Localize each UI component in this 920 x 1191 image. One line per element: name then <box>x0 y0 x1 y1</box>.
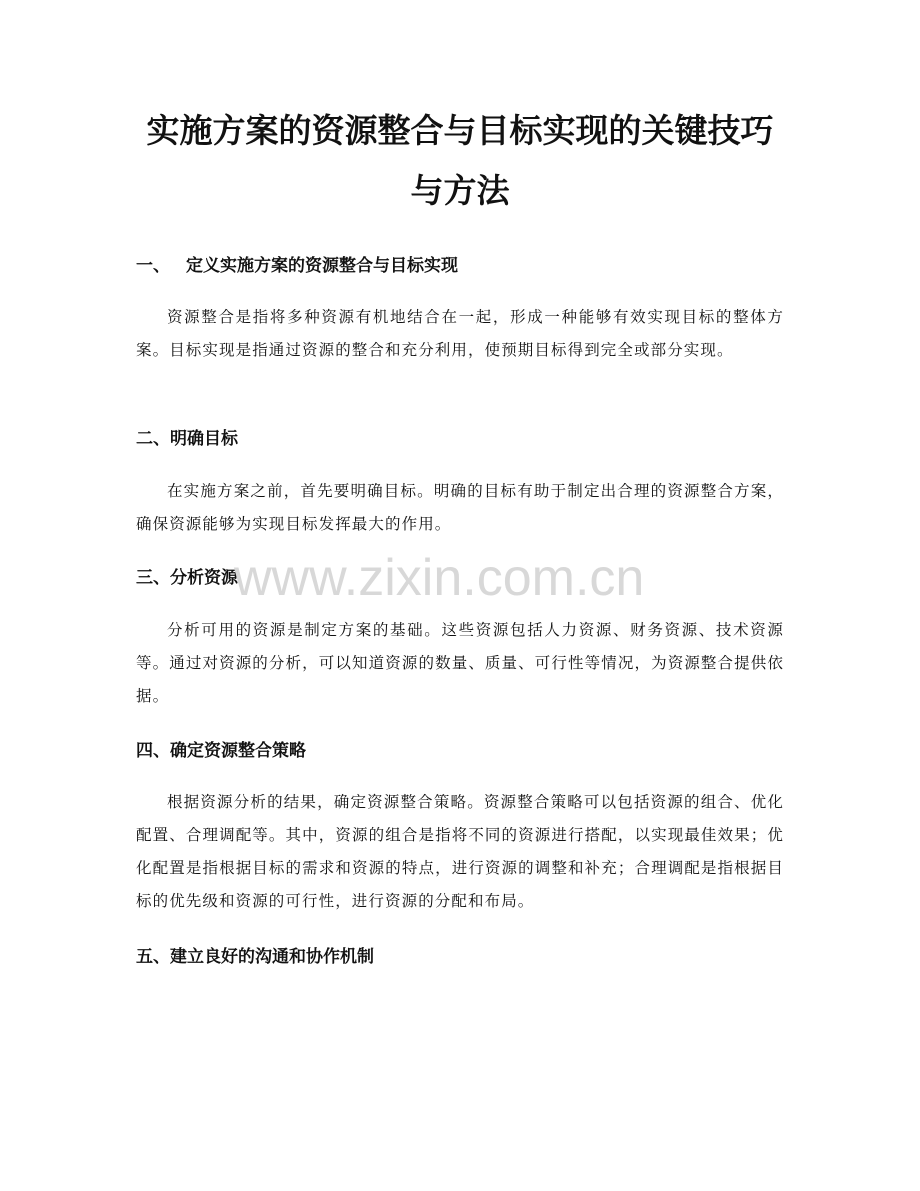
section-heading-5 <box>136 945 374 969</box>
section-heading-3 <box>136 566 238 590</box>
section-paragraph-4: 根据资源分析的结果，确定资源整合策略。资源整合策略可以包括资源的组合、优化配置、合理调配等。其中，资源的组合是指将不同的资源进行搭配，以实现最佳效果；优化配置是指根据目标的需求和资源的特点，进行资源的调整和补充；合理调配是指根据目标的优先级和资源的可行性，进行资源的分配和布局。 <box>136 793 784 910</box>
title-line-2: 与方法 <box>410 171 510 210</box>
section-paragraph-3: 分析可用的资源是制定方案的基础。这些资源包括人力资源、财务资源、技术资源等。通过对资源的分析，可以知道资源的数量、质量、可行性等情况，为资源整合提供依据。 <box>136 621 784 705</box>
section-paragraph-1: 资源整合是指将多种资源有机地结合在一起，形成一种能够有效实现目标的整体方案。目标实现是指通过资源的整合和充分利用，使预期目标得到完全或部分实现。 <box>136 308 784 359</box>
document-title <box>120 101 800 221</box>
section-heading-1 <box>136 254 458 278</box>
section-number-5: 五、 <box>136 947 170 967</box>
section-title-3: 分析资源 <box>170 568 238 588</box>
section-title-5: 建立良好的沟通和协作机制 <box>170 947 374 967</box>
section-number-2: 二、 <box>136 429 170 449</box>
section-title-1: 定义实施方案的资源整合与目标实现 <box>186 256 458 276</box>
watermark: www.zixin.com.cn <box>234 549 645 607</box>
section-number-1: 一、 <box>136 256 170 276</box>
section-heading-2 <box>136 427 238 451</box>
section-number-3: 三、 <box>136 568 170 588</box>
section-number-4: 四、 <box>136 741 170 761</box>
section-title-4: 确定资源整合策略 <box>170 741 306 761</box>
section-heading-4 <box>136 739 306 763</box>
section-paragraph-2: 在实施方案之前，首先要明确目标。明确的目标有助于制定出合理的资源整合方案，确保资源能够为实现目标发挥最大的作用。 <box>136 482 784 533</box>
section-title-2: 明确目标 <box>170 429 238 449</box>
title-line-1: 实施方案的资源整合与目标实现的关键技巧 <box>146 111 774 150</box>
